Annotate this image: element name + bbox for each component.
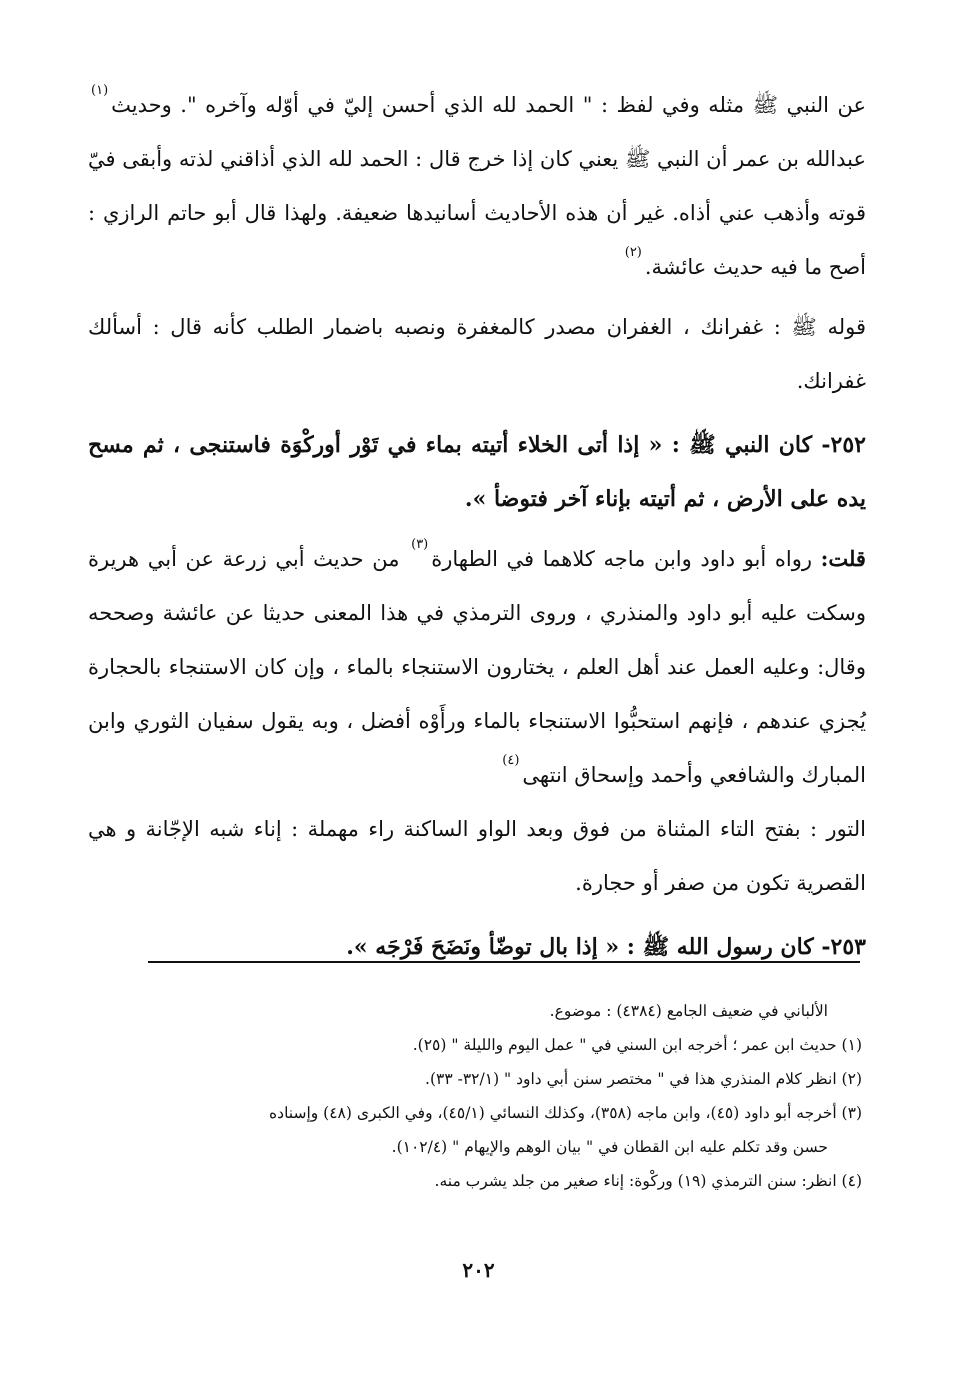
- paragraph-ghufranak: قوله ﷺ : غفرانك ، الغفران مصدر كالمغفرة ونصبه باضمار الطلب كأنه قال : أسألك غفرانك.: [88, 315, 866, 393]
- paragraph-text: رواه أبو داود وابن ماجه كلاهما في الطهارة: [431, 547, 812, 571]
- hadith-heading-253: ٢٥٣- كان رسول الله ﷺ : « إذا بال توضّأ ونَضَحَ فَرْجَه ».: [346, 934, 866, 960]
- footnote-ref-2[interactable]: (٢): [624, 245, 642, 260]
- footnote-carryover: الألباني في ضعيف الجامع (٤٣٨٤) : موضوع.: [549, 1002, 828, 1020]
- footnote-2: (٢) انظر كلام المنذري هذا في " مختصر سنن أبي داود " (٣٢/١- ٣٣).: [425, 1070, 862, 1088]
- footnote-3-continuation: حسن وقد تكلم عليه ابن القطان في " بيان الوهم والإيهام " (١٠٢/٤).: [391, 1138, 828, 1156]
- hadith-heading-252: ٢٥٢- كان النبي ﷺ : « إذا أتى الخلاء أتيته بماء في تَوْر أوركْوَة فاستنجى ، ثم مسح يده على الأرض ، ثم أتيته بإناء آخر فتوضأ ».: [88, 432, 866, 512]
- footnote-ref-1[interactable]: (١): [91, 83, 109, 98]
- paragraph-text: عبدالله بن عمر أن النبي ﷺ يعني كان إذا خرج قال : الحمد لله الذي أذاقني لذته وأبقى فيّ قوته وأذهب عني أذاه. غير أن هذه الأحاديث أسانيدها ضعيفة. ولهذا قال أبو حاتم الرازي : أصح ما فيه حديث عائشة.: [88, 147, 867, 279]
- paragraph-hadith-continuation: [88, 78, 866, 294]
- footnotes: [84, 994, 862, 1198]
- footnote-ref-3[interactable]: (٣): [411, 537, 429, 552]
- paragraph-tawr-definition: التور : بفتح التاء المثناة من فوق وبعد الواو الساكنة راء مهملة : إناء شبه الإجّانة و هي القصرية تكون من صفر أو حجارة.: [88, 817, 866, 895]
- qult-label: قلت:: [820, 546, 866, 571]
- footnote-1: (١) حديث ابن عمر ؛ أخرجه ابن السني في " عمل اليوم والليلة " (٢٥).: [412, 1036, 862, 1054]
- footnote-ref-4[interactable]: (٤): [502, 753, 520, 768]
- paragraph-text: عن النبي ﷺ مثله وفي لفظ : " الحمد لله الذي أحسن إليّ في أوّله وآخره ". وحديث: [111, 93, 866, 117]
- paragraph-text: من حديث أبي زرعة عن أبي هريرة وسكت عليه أبو داود والمنذري ، وروى الترمذي في هذا المعنى حديثا عن عائشة وصححه وقال: وعليه العمل عند أهل العلم ، يختارون الاستنجاء بالماء ، وإن كان الاستنجاء بالحجارة يُجزي عندهم ، فإنهم استحبُّوا الاستنجاء بالماء ورأَوْه أفضل ، وبه يقول سفيان الثوري وابن المبارك والشافعي وأحمد وإسحاق انتهى: [88, 547, 866, 787]
- paragraph-commentary: [88, 532, 866, 802]
- footnote-3: (٣) أخرجه أبو داود (٤٥)، وابن ماجه (٣٥٨)، وكذلك النسائي (٤٥/١)، وفي الكبرى (٤٨) وإسناده: [269, 1104, 862, 1122]
- footnote-4: (٤) انظر: سنن الترمذي (١٩) وركْوة: إناء صغير من جلد يشرب منه.: [434, 1172, 862, 1190]
- footnote-divider: [148, 961, 860, 963]
- page-number: ٢٠٢: [462, 1258, 495, 1282]
- main-text: [88, 78, 866, 974]
